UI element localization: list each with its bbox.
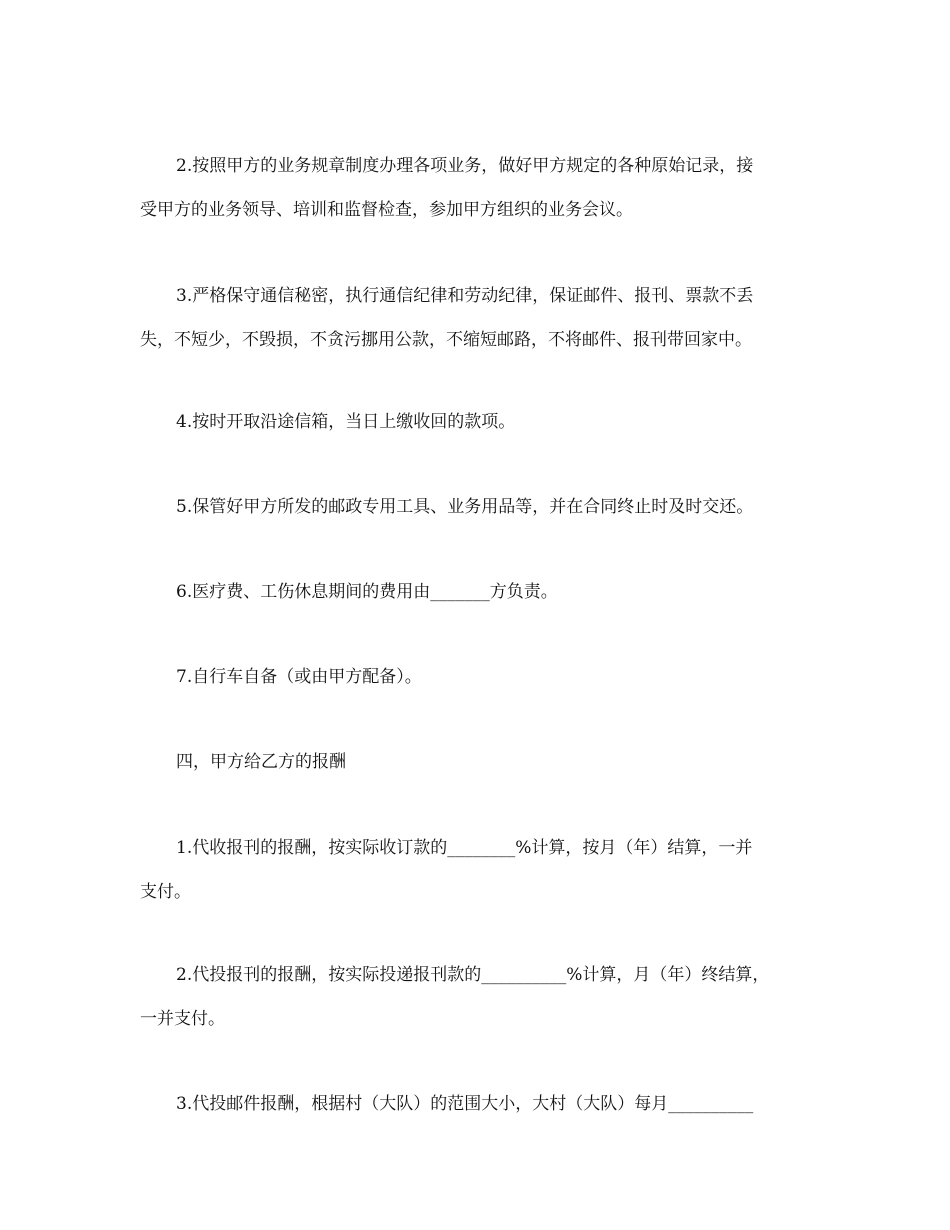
paragraph-obligation-5	[140, 485, 820, 529]
paragraph-obligation-2	[140, 144, 820, 232]
paragraph-line: 2.按照甲方的业务规章制度办理各项业务，做好甲方规定的各种原始记录，接	[176, 156, 754, 176]
paragraph-line: 一并支付。	[140, 1009, 225, 1029]
paragraph-obligation-7	[140, 655, 820, 699]
paragraph-line: 受甲方的业务领导、培训和监督检查，参加甲方组织的业务会议。	[140, 200, 633, 220]
paragraph-remuneration-1	[140, 826, 820, 914]
paragraph-remuneration-2	[140, 953, 820, 1041]
paragraph-line: 3.代投邮件报酬，根据村（大队）的范围大小，大村（大队）每月__________	[176, 1094, 754, 1114]
paragraph-line: 支付。	[140, 882, 191, 902]
paragraph-line: 5.保管好甲方所发的邮政专用工具、业务用品等，并在合同终止时及时交还。	[176, 497, 754, 517]
paragraph-line: 3.严格保守通信秘密，执行通信纪律和劳动纪律，保证邮件、报刊、票款不丢	[176, 286, 754, 306]
paragraph-obligation-4	[140, 400, 820, 444]
section-heading: 四，甲方给乙方的报酬	[176, 752, 346, 772]
paragraph-line: 失，不短少，不毁损，不贪污挪用公款，不缩短邮路，不将邮件、报刊带回家中。	[140, 330, 752, 350]
paragraph-remuneration-3	[140, 1082, 820, 1126]
paragraph-line: 1.代收报刊的报酬，按实际收订款的________%计算，按月（年）结算，一并	[176, 838, 753, 858]
section-heading-remuneration	[140, 740, 820, 784]
paragraph-line: 7.自行车自备（或由甲方配备）。	[176, 667, 422, 687]
paragraph-obligation-6	[140, 570, 820, 614]
paragraph-line: 6.医疗费、工伤休息期间的费用由_______方负责。	[176, 582, 558, 602]
paragraph-line: 2.代投报刊的报酬，按实际投递报刊款的__________%计算，月（年）终结算，	[176, 965, 770, 985]
paragraph-obligation-3	[140, 274, 820, 362]
paragraph-line: 4.按时开取沿途信箱，当日上缴收回的款项。	[176, 412, 516, 432]
